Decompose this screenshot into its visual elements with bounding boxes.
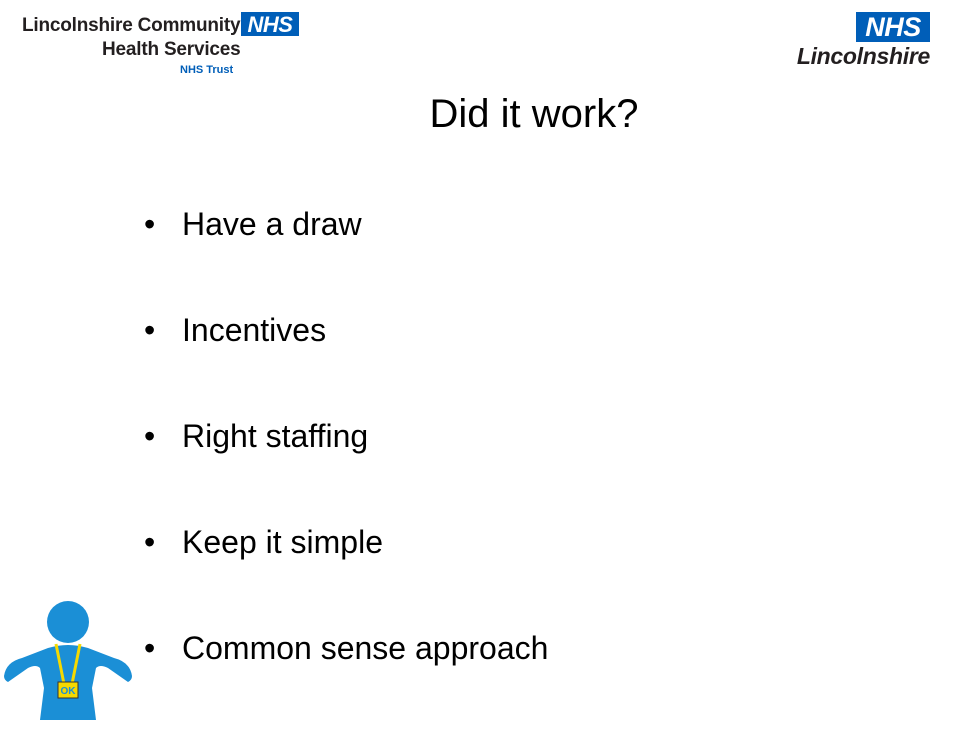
bullet-text: Incentives [182,312,327,348]
logo-org-name-line1: Lincolnshire Community [22,15,241,36]
lchs-logo [22,12,312,82]
mascot-badge-text: OK [60,686,76,697]
logo-trust-label: NHS Trust [180,64,234,76]
nhs-badge-right: NHS [856,12,930,42]
bullet-marker: • [144,206,156,242]
bullet-marker: • [144,524,156,560]
bullet-text: Keep it simple [182,524,383,560]
bullet-text: Have a draw [182,206,362,242]
mascot-head [47,601,89,643]
logo-area-name: Lincolnshire [796,43,930,69]
nhs-lincolnshire-logo [786,10,936,74]
nhs-badge-left: NHS [241,12,299,36]
bullet-marker: • [144,630,156,666]
slide-title: Did it work? [429,92,639,136]
bullet-text: Right staffing [182,418,369,454]
mascot-figure-icon [0,598,136,720]
bullet-text: Common sense approach [182,630,549,666]
bullet-marker: • [144,418,156,454]
logo-org-name-line2: Health Services [102,39,241,60]
bullet-marker: • [144,312,156,348]
